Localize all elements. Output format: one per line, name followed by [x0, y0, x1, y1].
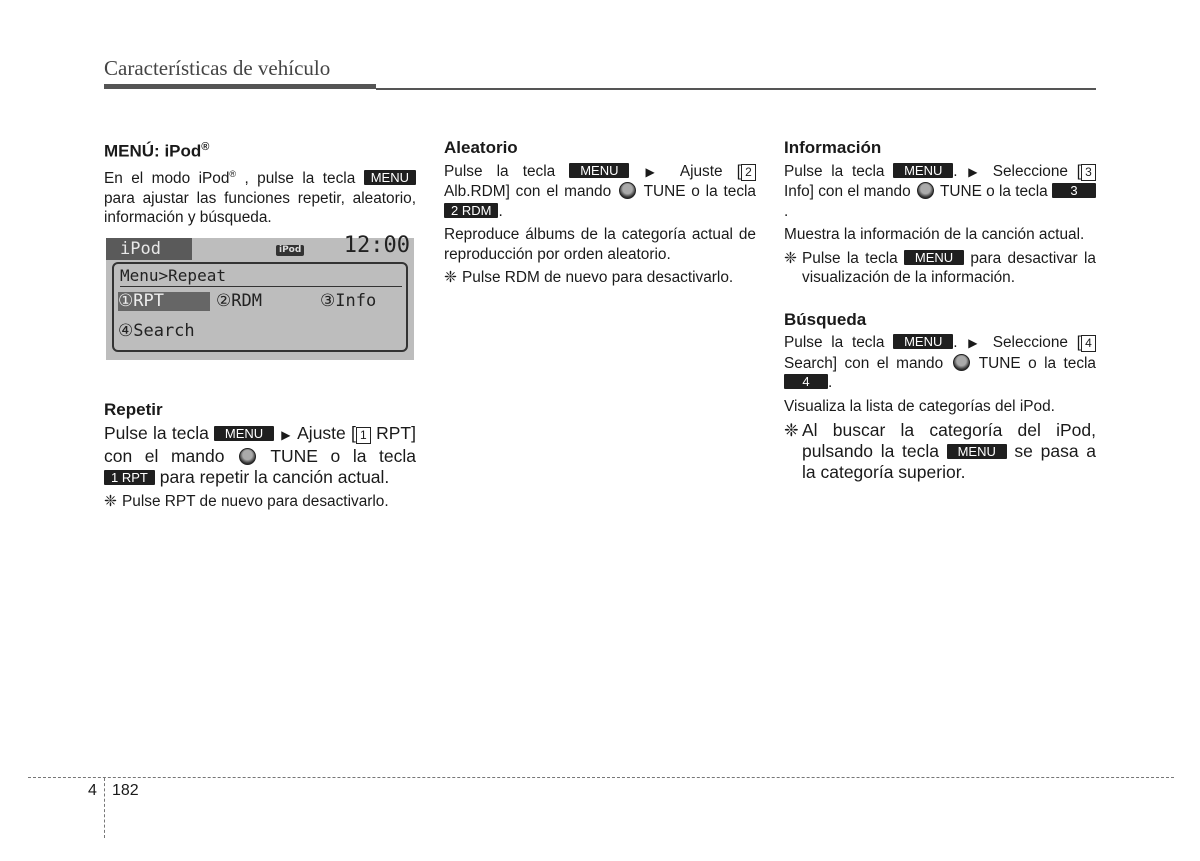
aleatorio-text-e: . [498, 202, 503, 220]
note-busqueda [784, 420, 1096, 483]
aleatorio-text-c: Alb.RDM] con el mando [444, 183, 618, 200]
paragraph-busqueda-desc: Visualiza la lista de categorías del iPod. [784, 397, 1055, 415]
number-1-icon: 1 [356, 427, 371, 444]
tune-knob-icon [953, 354, 970, 371]
intro-text-c: para ajustar las funciones repetir, aleatorio, información y búsqueda. [104, 189, 416, 227]
repeat-text-a: Pulse la tecla [104, 423, 215, 444]
tune-knob-icon [239, 448, 256, 465]
ipod-badge: iPod [276, 245, 304, 256]
info-note-text-b: para desactivar la visualización de la información. [802, 249, 1096, 286]
menu-key-label: MENU [893, 163, 953, 178]
info-text-a: Pulse la tecla [784, 162, 894, 180]
heading-menu-ipod-text: MENÚ: iPod [104, 141, 202, 161]
search-text-e: TUNE o la tecla [971, 354, 1096, 372]
search-text-a: Pulse la tecla [784, 334, 894, 351]
registered-mark: ® [201, 141, 210, 153]
ipod-display-screen [106, 232, 414, 360]
screen-tab-ipod: iPod [106, 238, 192, 260]
paragraph-repetir [104, 423, 416, 488]
arrow-right-icon: ▶ [281, 428, 291, 443]
paragraph-informacion-desc: Muestra la información de la canción actual. [784, 226, 1085, 243]
search-text-c: Seleccione [ [983, 334, 1082, 351]
repeat-note-text: Pulse RPT de nuevo para desactivarlo. [122, 493, 389, 511]
heading-repetir: Repetir [104, 399, 163, 419]
menu-key-label: MENU [904, 250, 964, 265]
screen-clock: 12:00 [343, 232, 410, 258]
menu-key-label: MENU [893, 334, 953, 349]
arrow-right-icon: ▶ [968, 164, 982, 179]
paragraph-aleatorio-desc: Reproduce álbums de la categoría actual de reproducción por orden aleatorio. [444, 226, 756, 263]
info-text-c: Seleccione [ [983, 162, 1082, 180]
arrow-right-icon: ▶ [968, 336, 982, 350]
arrow-right-icon: ▶ [645, 164, 665, 179]
heading-menu-ipod [104, 138, 416, 161]
note-asterisk-icon: ❈ [444, 269, 457, 286]
aleatorio-text-d: TUNE o la tecla [638, 183, 756, 200]
paragraph-intro [104, 165, 416, 228]
aleatorio-text-b: Ajuste [ [666, 162, 741, 180]
menu-key-label: MENU [214, 426, 274, 441]
info-text-b: . [953, 162, 967, 180]
screen-option-search: ④Search [118, 320, 195, 341]
footer-vertical-divider [104, 778, 105, 838]
section-number: 4 [88, 782, 97, 799]
page-header-title: Características de vehículo [104, 56, 331, 80]
paragraph-busqueda [784, 333, 1096, 393]
rdm-key-label: 2 RDM [444, 203, 498, 218]
paragraph-aleatorio [444, 162, 756, 222]
tune-knob-icon [917, 182, 934, 199]
repeat-text-c: RPT] con el mando [104, 423, 416, 467]
info-text-f: . [784, 202, 789, 220]
screen-option-rdm: ②RDM [216, 290, 262, 311]
info-note-text-a: Pulse la tecla [802, 249, 905, 267]
heading-informacion: Información [784, 138, 882, 157]
tune-knob-icon [619, 182, 636, 199]
number-4-icon: 4 [1081, 335, 1096, 352]
search-note-text-a: Al buscar la categoría del iPod, pulsando la tecla [802, 420, 1096, 461]
search-text-d: Search] con el mando [784, 354, 951, 372]
heading-aleatorio: Aleatorio [444, 138, 518, 157]
aleatorio-note-text: Pulse RDM de nuevo para desactivarlo. [462, 269, 734, 286]
header-rule-thick [104, 84, 376, 89]
screen-option-info: ③Info [320, 290, 377, 311]
repeat-text-d: TUNE o la tecla [258, 446, 416, 467]
key-4-label: 4 [784, 374, 828, 389]
menu-key-label: MENU [947, 444, 1007, 459]
key-3-label: 3 [1052, 183, 1096, 198]
intro-text-b: , pulse la tecla [236, 170, 364, 188]
info-text-d: Info] con el mando [784, 183, 915, 200]
note-repetir [104, 492, 416, 512]
column-menu-ipod [104, 138, 416, 512]
rpt-key-label: 1 RPT [104, 470, 155, 485]
note-informacion [784, 249, 1096, 288]
screen-divider [120, 286, 402, 287]
footer-divider [28, 777, 1174, 778]
search-text-f: . [828, 374, 833, 391]
screen-menu-path: Menu>Repeat [120, 265, 226, 285]
paragraph-informacion [784, 162, 1096, 222]
aleatorio-text-a: Pulse la tecla [444, 162, 570, 180]
menu-key-label: MENU [569, 163, 629, 178]
search-note-text-b: se pasa a la categoría superior. [802, 441, 1096, 482]
header-rule-thin [376, 88, 1096, 90]
intro-text-a: En el modo iPod [104, 170, 230, 188]
note-asterisk-icon: ❈ [104, 493, 117, 511]
screen-menu-panel [112, 262, 408, 352]
note-asterisk-icon: ❈ [784, 249, 797, 267]
page-number: 182 [112, 782, 139, 799]
repeat-text-b: Ajuste [ [292, 423, 356, 444]
column-aleatorio [444, 138, 756, 288]
info-text-e: TUNE o la tecla [935, 183, 1053, 200]
menu-key-label: MENU [364, 170, 416, 185]
heading-busqueda: Búsqueda [784, 309, 867, 329]
column-informacion [784, 138, 1096, 483]
screen-option-rpt: ①RPT [118, 292, 210, 312]
number-2-icon: 2 [741, 164, 756, 181]
repeat-text-e: para repetir la canción actual. [154, 467, 390, 488]
note-asterisk-icon: ❈ [784, 420, 799, 440]
note-aleatorio [444, 268, 756, 288]
search-text-b: . [953, 334, 967, 351]
number-3-icon: 3 [1081, 164, 1096, 181]
registered-mark: ® [229, 169, 237, 180]
